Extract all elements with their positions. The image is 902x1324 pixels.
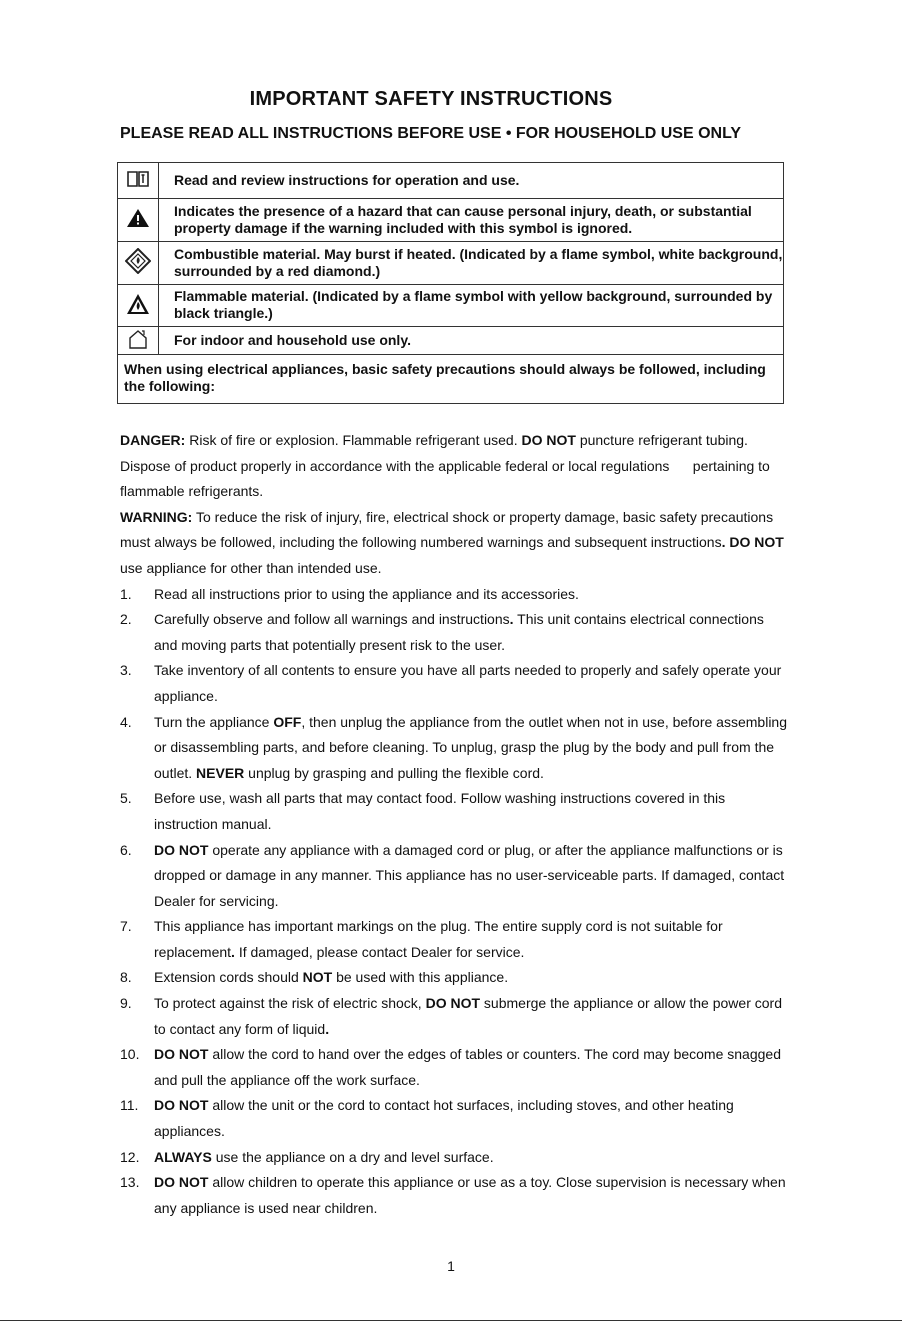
- item-number: 2.: [120, 611, 132, 628]
- item-emphasis: NEVER: [196, 764, 245, 781]
- danger-text: Risk of fire or explosion. Flammable refrigerant used.: [189, 432, 518, 448]
- item-number: 9.: [120, 995, 132, 1012]
- footer-rule: [0, 1320, 902, 1321]
- symbol-row: [118, 199, 784, 242]
- item-emphasis: NOT: [302, 969, 333, 986]
- item-text: This appliance has important markings on the plug. The entire supply cord is not suitable for replacement: [154, 918, 723, 960]
- symbol-row: [118, 163, 784, 199]
- warning-emphasis: . DO NOT: [721, 534, 784, 551]
- item-emphasis: DO NOT: [154, 1046, 209, 1063]
- item-emphasis: DO NOT: [425, 995, 481, 1012]
- warning-item: [120, 965, 788, 991]
- danger-label: DANGER:: [120, 432, 186, 448]
- item-text: be used with this appliance.: [332, 969, 509, 986]
- item-text: Take inventory of all contents to ensure you have all parts needed to properly and safely operate your appliance.: [154, 662, 782, 704]
- item-number: 6.: [120, 841, 132, 858]
- item-text: allow the cord to hand over the edges of tables or counters. The cord may become snagged and pull the appliance off the work surface.: [154, 1046, 781, 1088]
- warning-item: [120, 1042, 788, 1093]
- item-emphasis: .: [231, 943, 235, 960]
- item-number: 7.: [120, 918, 132, 935]
- symbol-text: Indicates the presence of a hazard that can cause personal injury, death, or substantial property damage if the warning included with this symbol is ignored.: [159, 199, 784, 242]
- item-text: Read all instructions prior to using the appliance and its accessories.: [154, 585, 579, 602]
- item-text: operate any appliance with a damaged cord or plug, or after the appliance malfunctions or is dropped or damage in any manner. This appliance has no user-serviceable parts. If damaged, contact Dealer for servicing.: [154, 841, 785, 909]
- symbols-footer-row: [118, 355, 784, 404]
- item-text: To protect against the risk of electric shock,: [154, 995, 426, 1012]
- page-number: 1: [447, 1258, 455, 1274]
- item-number: 4.: [120, 713, 132, 730]
- item-number: 12.: [120, 1148, 140, 1165]
- item-number: 10.: [120, 1046, 140, 1063]
- symbol-text: Combustible material. May burst if heated. (Indicated by a flame symbol, white background, surrounded by a red diamond.): [159, 242, 784, 285]
- symbols-table: [117, 162, 784, 404]
- flame-diamond-icon: [118, 242, 159, 285]
- item-emphasis: DO NOT: [154, 1097, 209, 1114]
- item-text: Extension cords should: [154, 969, 303, 986]
- item-text: Turn the appliance: [154, 713, 274, 730]
- item-emphasis: OFF: [273, 713, 302, 730]
- item-text: This unit contains electrical connections and moving parts that potentially present risk to the user.: [154, 611, 764, 653]
- house-icon: [118, 327, 159, 355]
- warning-text: To reduce the risk of injury, fire, electrical shock or property damage, basic safety precautions must always be followed, including the following numbered warnings and subsequent instructions: [120, 508, 774, 551]
- symbol-text: Flammable material. (Indicated by a flame symbol with yellow background, surrounded by black triangle.): [159, 285, 784, 327]
- item-number: 13.: [120, 1174, 140, 1191]
- warning-item: [120, 1093, 788, 1144]
- warning-item: [120, 914, 788, 965]
- symbol-text: For indoor and household use only.: [159, 327, 784, 355]
- item-text: , then unplug the appliance from the outlet when not in use, before assembling or disassembling parts, and before cleaning. To unplug, grasp the plug by the body and pull from the outlet.: [154, 713, 787, 781]
- item-number: 11.: [120, 1097, 139, 1114]
- warning-paragraph: [120, 505, 788, 582]
- warning-item: [120, 582, 788, 608]
- symbol-row: [118, 242, 784, 285]
- warning-label: WARNING:: [120, 508, 193, 525]
- page-title: IMPORTANT SAFETY INSTRUCTIONS: [249, 88, 613, 110]
- item-text: allow children to operate this appliance or use as a toy. Close supervision is necessary when any appliance is used near children.: [154, 1174, 786, 1216]
- item-emphasis: DO NOT: [154, 1174, 209, 1191]
- symbol-text: Read and review instructions for operation and use.: [159, 163, 784, 199]
- item-emphasis: DO NOT: [154, 841, 209, 858]
- warning-triangle-icon: [118, 199, 159, 242]
- item-number: 1.: [120, 585, 132, 602]
- page-subtitle: PLEASE READ ALL INSTRUCTIONS BEFORE USE • FOR HOUSEHOLD USE ONLY: [120, 125, 742, 142]
- symbols-footer: When using electrical appliances, basic safety precautions should always be followed, including the following:: [118, 355, 784, 404]
- warning-item: [120, 1145, 788, 1171]
- warning-item: [120, 658, 788, 709]
- warning-item: [120, 838, 788, 915]
- numbered-warnings: [120, 582, 788, 1222]
- danger-text: puncture refrigerant tubing. Dispose of product properly in accordance with the applicable federal or local regulations: [120, 432, 748, 474]
- symbol-row: [118, 327, 784, 355]
- item-number: 5.: [120, 790, 132, 807]
- item-text: Carefully observe and follow all warnings and instructions: [154, 611, 510, 628]
- warning-item: [120, 1170, 788, 1221]
- item-text: If damaged, please contact Dealer for service.: [234, 943, 525, 960]
- item-text: use the appliance on a dry and level surface.: [211, 1148, 494, 1165]
- item-text: unplug by grasping and pulling the flexible cord.: [244, 764, 544, 781]
- warning-item: [120, 607, 788, 658]
- item-emphasis: .: [325, 1020, 330, 1037]
- book-icon: [118, 163, 159, 199]
- danger-paragraph: [120, 428, 788, 505]
- item-text: Before use, wash all parts that may contact food. Follow washing instructions covered in this instruction manual.: [154, 790, 726, 832]
- flame-triangle-icon: [118, 285, 159, 327]
- warning-item: [120, 991, 788, 1042]
- warning-item: [120, 786, 788, 837]
- warning-text: use appliance for other than intended use.: [120, 559, 382, 576]
- danger-text: pertaining to flammable refrigerants.: [120, 457, 770, 500]
- item-emphasis: .: [509, 611, 514, 628]
- warning-item: [120, 710, 788, 787]
- item-number: 8.: [120, 969, 132, 986]
- item-text: allow the unit or the cord to contact hot surfaces, including stoves, and other heating appliances.: [154, 1097, 734, 1140]
- item-emphasis: ALWAYS: [154, 1148, 212, 1165]
- instructions-body: [120, 428, 788, 1221]
- item-number: 3.: [120, 662, 132, 679]
- item-text: submerge the appliance or allow the power cord to contact any form of liquid: [154, 995, 782, 1037]
- danger-emphasis: DO NOT: [521, 432, 576, 448]
- symbol-row: [118, 285, 784, 327]
